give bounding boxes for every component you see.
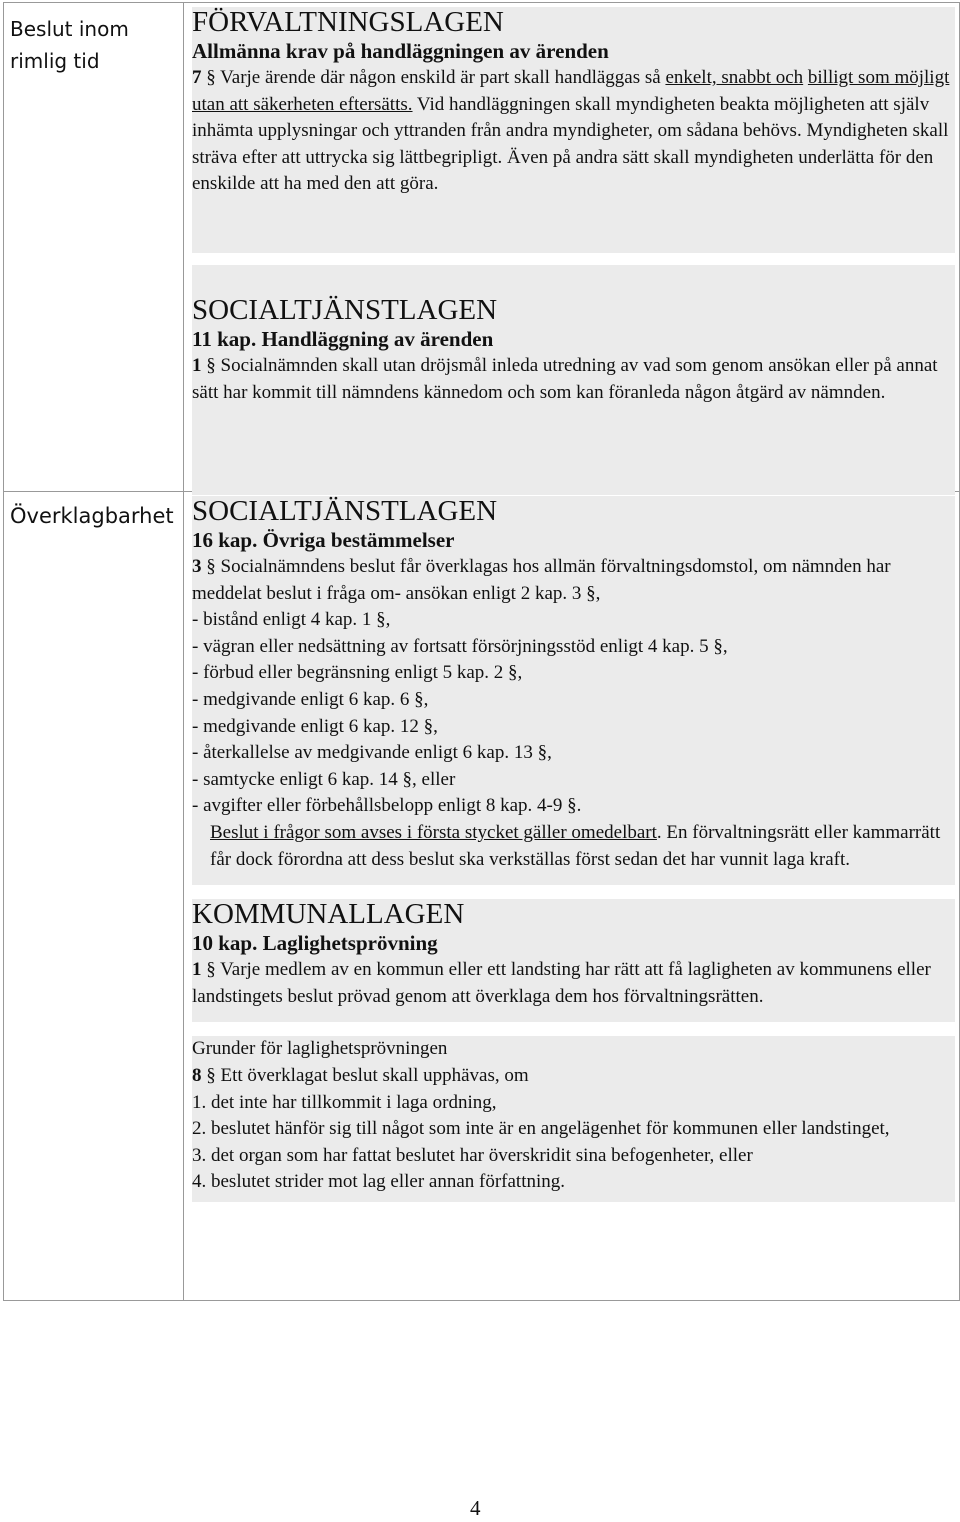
section-forvaltningslagen	[192, 7, 955, 253]
section-subtitle: 11 kap. Handläggning av ärenden	[192, 327, 494, 351]
row-label: Beslut inom rimlig tid	[4, 3, 184, 491]
section-paragraph: 1 § Socialnämnden skall utan dröjsmål inleda utredning av vad som genom ansökan eller på annat sätt har kommit till nämndens kännedom och som kan föranleda någon åtgärd av nämnden.	[192, 355, 938, 403]
list-item: - vägran eller nedsättning av fortsatt försörjningsstöd enligt 4 kap. 5 §,	[192, 635, 728, 657]
section-subtitle: 10 kap. Laglighetsprövning	[192, 931, 438, 956]
closing-paragraph: Beslut i frågor som avses i första stycket gäller omedelbart. En förvaltningsrätt eller kammarrätt får dock förordna att dess beslut ska verkställas först sedan det har vunnit laga kraft.	[210, 821, 941, 870]
row-overklagbarhet	[4, 492, 959, 1300]
row-content	[184, 3, 959, 491]
section-title: SOCIALTJÄNSTLAGEN	[192, 294, 498, 326]
section-grunder	[192, 1036, 955, 1202]
section-socialtjanstlagen-16	[192, 496, 955, 885]
section-title: KOMMUNALLAGEN	[192, 898, 465, 931]
section-socialtjanstlagen	[192, 265, 955, 495]
section-heading: Grunder för laglighetsprövningen	[192, 1038, 448, 1060]
row-content	[184, 492, 959, 1300]
list-item: - medgivande enligt 6 kap. 12 §,	[192, 715, 438, 737]
list-item: 1. det inte har tillkommit i laga ordning,	[192, 1091, 497, 1113]
section-title: SOCIALTJÄNSTLAGEN	[192, 495, 498, 527]
list-item: - avgifter eller förbehållsbelopp enligt 8 kap. 4-9 §.	[192, 795, 582, 817]
section-paragraph: 7 § Varje ärende där någon enskild är part skall handläggas så enkelt, snabbt och billigt som möjligt utan att säkerheten eftersätts. Vid handläggningen skall myndigheten beakta möjligheten att själv inhämta upplysningar och yttranden från andra myndigheter, om sådana behövs. Myndigheten skall sträva efter att uttrycka sig lättbegripligt. Även på andra sätt skall myndigheten underlätta för den enskilde att ha med den att göra.	[192, 67, 950, 195]
section-symbol: §	[206, 556, 216, 577]
section-title: FÖRVALTNINGSLAGEN	[192, 6, 504, 38]
section-paragraph: 8 § Ett överklagat beslut skall upphävas, om	[192, 1064, 529, 1086]
list-item: - bistånd enligt 4 kap. 1 §,	[192, 609, 391, 631]
section-symbol: §	[206, 67, 216, 88]
section-paragraph: 1 § Varje medlem av en kommun eller ett landsting har rätt att få lagligheten av kommunens eller landstingets beslut prövad genom att överklaga dem hos förvaltningsrätten.	[192, 959, 931, 1007]
section-subtitle: Allmänna krav på handläggningen av ärenden	[192, 39, 609, 63]
row-beslut	[4, 3, 959, 492]
list-item: - samtycke enligt 6 kap. 14 §, eller	[192, 768, 456, 790]
list-item: - medgivande enligt 6 kap. 6 §,	[192, 688, 429, 710]
list-item: 4. beslutet strider mot lag eller annan författning.	[192, 1171, 566, 1193]
section-symbol: §	[206, 1064, 216, 1086]
paragraph-number: 7	[192, 67, 202, 88]
section-symbol: §	[206, 959, 216, 981]
section-subtitle: 16 kap. Övriga bestämmelser	[192, 528, 455, 552]
page-number: 4	[470, 1496, 481, 1520]
row-label: Överklagbarhet	[4, 492, 184, 1300]
content-table	[3, 2, 960, 1301]
section-paragraph: 3 § Socialnämndens beslut får överklagas hos allmän förvaltningsdomstol, om nämnden har meddelat beslut i fråga om- ansökan enligt 2 kap. 3 §,	[192, 556, 891, 604]
list-item: - återkallelse av medgivande enligt 6 kap. 13 §,	[192, 742, 552, 764]
section-symbol: §	[206, 355, 216, 376]
list-item: - förbud eller begränsning enligt 5 kap. 2 §,	[192, 662, 523, 684]
section-kommunallagen	[192, 899, 955, 1022]
list-item: 3. det organ som har fattat beslutet har överskridit sina befogenheter, eller	[192, 1144, 753, 1166]
list-item: 2. beslutet hänför sig till något som inte är en angelägenhet för kommunen eller landstinget,	[192, 1118, 890, 1140]
